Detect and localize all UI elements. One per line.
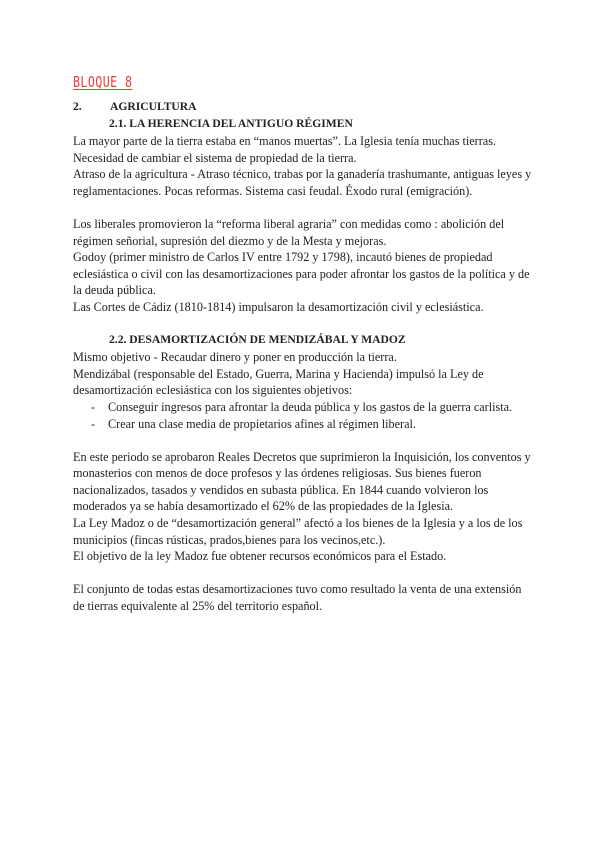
list-dash: - bbox=[91, 416, 96, 431]
subsection-2-title: 2.2. DESAMORTIZACIÓN DE MENDIZÁBAL Y MADOZ bbox=[109, 333, 406, 347]
paragraph-mismo-objetivo: Mismo objetivo - Recaudar dinero y poner en producción la tierra. bbox=[73, 350, 397, 365]
paragraph-reales-decretos: En este periodo se aprobaron Reales Decretos que suprimieron la Inquisición, los conventos y monasterios con menos de doce profesos y las órdenes religiosas. Sus bienes fueron nacionalizados, tasados y vendidos en subasta pública. En 1844 cuando volvieron los moderados ya se había desamortizado el 62% de las propiedades de la Iglesia. bbox=[73, 449, 531, 514]
blank-line bbox=[73, 316, 533, 333]
paragraph-conclusion: El conjunto de todas estas desamortizaciones tuvo como resultado la venta de una extensión de tierras equivalente al 25% del territorio español. bbox=[73, 582, 522, 614]
paragraph-cortes-cadiz: Las Cortes de Cádiz (1810-1814) impulsaron la desamortización civil y eclesiástica. bbox=[73, 299, 484, 314]
list-item bbox=[73, 399, 533, 416]
objectives-list bbox=[73, 399, 533, 432]
list-item-text: Crear una clase media de propietarios afines al régimen liberal. bbox=[108, 416, 416, 431]
section-heading bbox=[73, 99, 533, 116]
document-body bbox=[73, 99, 533, 615]
paragraph-ley-madoz: La Ley Madoz o de “desamortización general” afectó a los bienes de la Iglesia y a los de los municipios (fincas rústicas, prados,bienes para los vecinos,etc.). bbox=[73, 516, 523, 547]
paragraph-manos-muertas: La mayor parte de la tierra estaba en “manos muertas”. La Iglesia tenía muchas tierras. Necesidad de cambiar el sistema de propiedad de la tierra. bbox=[73, 134, 496, 165]
blank-line bbox=[73, 565, 533, 582]
blank-line bbox=[73, 432, 533, 449]
paragraph-atraso-agricultura: Atraso de la agricultura - Atraso técnico, trabas por la ganadería trashumante, antiguas leyes y reglamentaciones. Pocas reformas. Sistema casi feudal. Éxodo rural (emigración). bbox=[73, 167, 532, 198]
paragraph-godoy: Godoy (primer ministro de Carlos IV entre 1792 y 1798), incautó bienes de propiedad eclesiástica o civil con las desamortizaciones para poder afrontar los gastos de la política y de la deuda pública. bbox=[73, 250, 530, 298]
subsection-1-title: 2.1. LA HERENCIA DEL ANTIGUO RÉGIMEN bbox=[109, 117, 353, 130]
section-number: 2. bbox=[73, 100, 82, 113]
paragraph-mendizabal: Mendizábal (responsable del Estado, Guerra, Marina y Hacienda) impulsó la Ley de desamortización eclesiástica con los siguientes objetivos: bbox=[73, 366, 484, 398]
list-item bbox=[73, 416, 533, 433]
paragraph-objetivo-madoz: El objetivo de la ley Madoz fue obtener recursos económicos para el Estado. bbox=[73, 549, 447, 564]
section-title: AGRICULTURA bbox=[110, 100, 197, 113]
blank-line bbox=[73, 199, 533, 216]
bloque-heading: BLOQUE 8 bbox=[73, 73, 133, 91]
list-dash: - bbox=[91, 399, 96, 414]
list-item-text: Conseguir ingresos para afrontar la deuda pública y los gastos de la guerra carlista. bbox=[108, 399, 513, 414]
paragraph-reforma-liberal: Los liberales promovieron la “reforma liberal agraria” con medidas como : abolición del régimen señorial, supresión del diezmo y de la Mesta y mejoras. bbox=[73, 216, 505, 248]
